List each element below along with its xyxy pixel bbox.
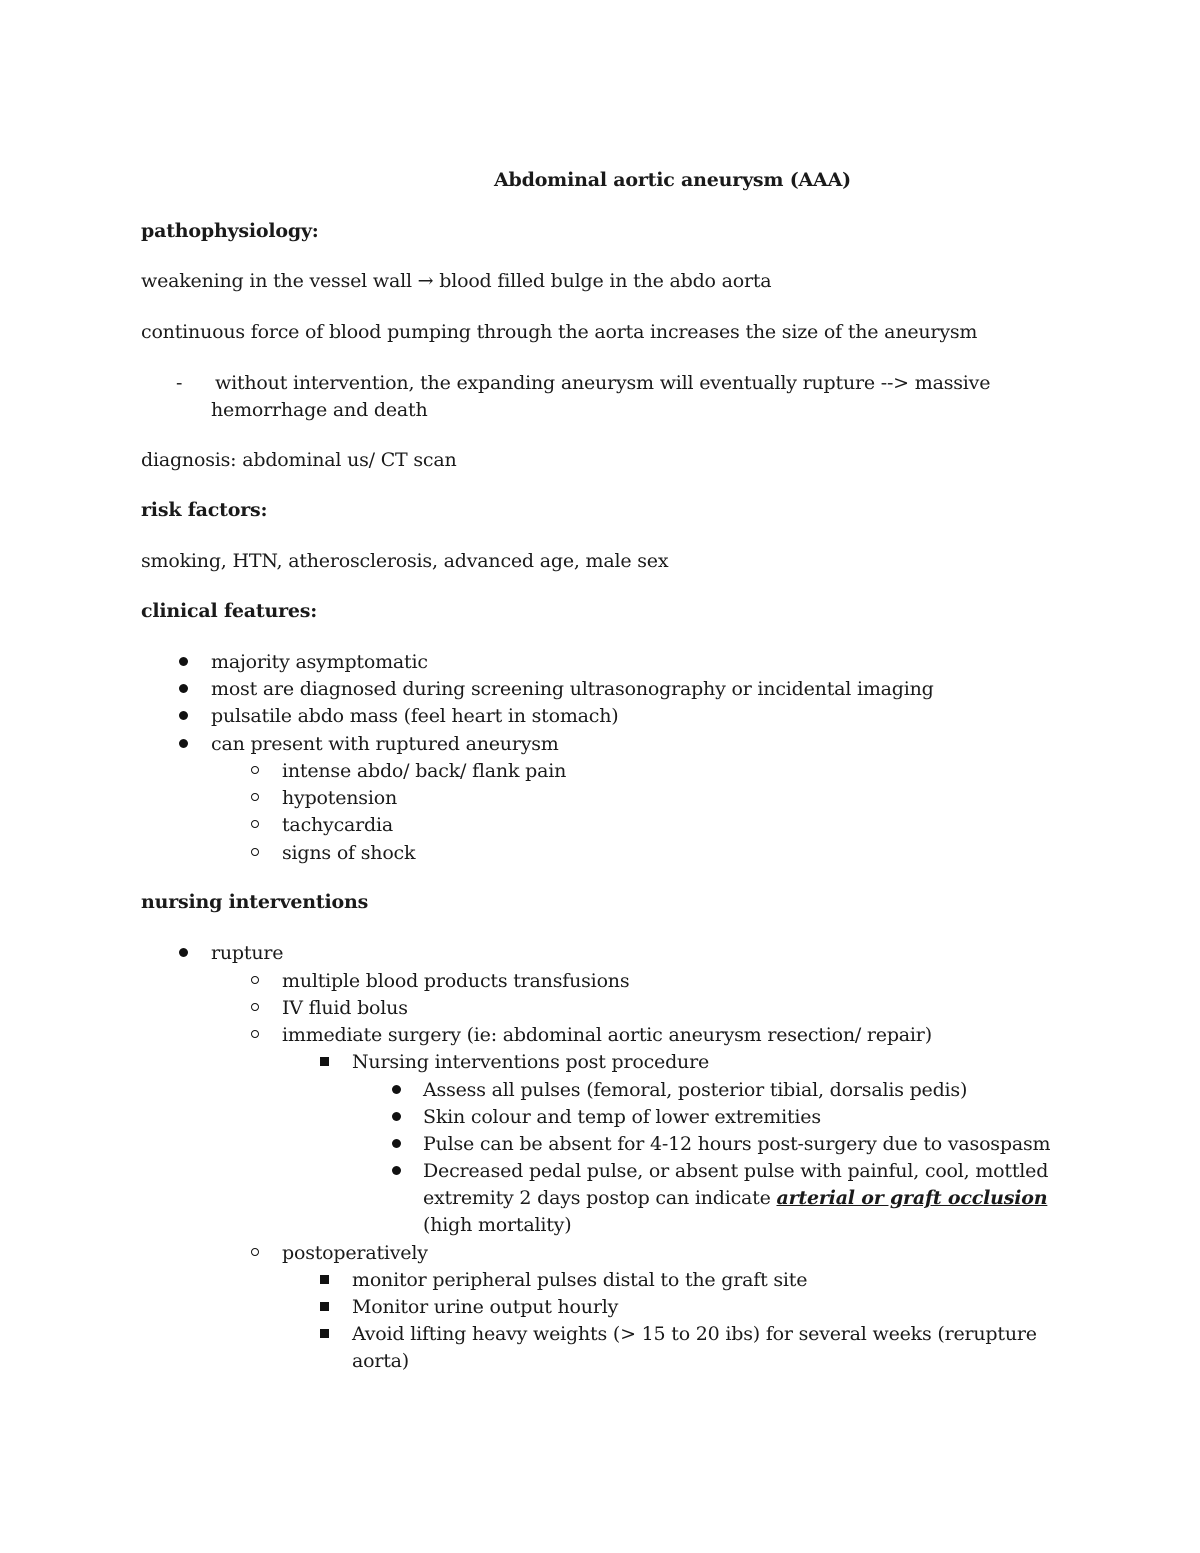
occlusion-prefix: extremity 2 days postop can indicate: [423, 1187, 777, 1209]
circle-bullet-icon: [251, 1030, 259, 1038]
pathophysiology-line-2: continuous force of blood pumping through the aorta increases the size of the aneurysm: [141, 321, 978, 343]
list-item: rupture: [211, 942, 284, 964]
list-item: Assess all pulses (femoral, posterior tibial, dorsalis pedis): [423, 1079, 968, 1101]
dash-item-line-1: without intervention, the expanding aneurysm will eventually rupture --> massive: [215, 372, 991, 394]
circle-bullet-icon: [251, 1248, 259, 1256]
list-item: signs of shock: [282, 842, 416, 864]
circle-bullet-icon: [251, 793, 259, 801]
list-item: Skin colour and temp of lower extremities: [423, 1106, 821, 1128]
nursing-interventions-heading: nursing interventions: [141, 891, 369, 913]
list-item: hypotension: [282, 787, 397, 809]
list-item: Pulse can be absent for 4-12 hours post-surgery due to vasospasm: [423, 1133, 1051, 1155]
page-title: Abdominal aortic aneurysm (AAA): [494, 169, 851, 191]
list-item: majority asymptomatic: [211, 651, 428, 673]
list-item: Decreased pedal pulse, or absent pulse with painful, cool, mottled: [423, 1160, 1049, 1182]
list-item: pulsatile abdo mass (feel heart in stomach): [211, 705, 619, 727]
list-item: tachycardia: [282, 814, 393, 836]
occlusion-emphasis: arterial or graft occlusion: [776, 1187, 1048, 1209]
list-item: most are diagnosed during screening ultrasonography or incidental imaging: [211, 678, 934, 700]
bullet-icon: [392, 1085, 401, 1094]
list-item: can present with ruptured aneurysm: [211, 733, 559, 755]
circle-bullet-icon: [251, 1003, 259, 1011]
list-item-continuation: aorta): [352, 1350, 410, 1372]
bullet-icon: [179, 684, 188, 693]
dash-item-line-2: hemorrhage and death: [211, 399, 428, 421]
list-item: Monitor urine output hourly: [352, 1296, 619, 1318]
list-item-continuation: (high mortality): [423, 1214, 572, 1236]
list-item: Avoid lifting heavy weights (> 15 to 20 ibs) for several weeks (rerupture: [352, 1323, 1037, 1345]
risk-factors-heading: risk factors:: [141, 499, 268, 521]
list-item: monitor peripheral pulses distal to the graft site: [352, 1269, 808, 1291]
list-item: postoperatively: [282, 1242, 428, 1264]
square-bullet-icon: [320, 1275, 329, 1284]
pathophysiology-line-1: weakening in the vessel wall → blood filled bulge in the abdo aorta: [141, 270, 772, 292]
list-item: multiple blood products transfusions: [282, 970, 630, 992]
circle-bullet-icon: [251, 766, 259, 774]
circle-bullet-icon: [251, 976, 259, 984]
list-item: Nursing interventions post procedure: [352, 1051, 710, 1073]
square-bullet-icon: [320, 1302, 329, 1311]
circle-bullet-icon: [251, 820, 259, 828]
bullet-icon: [392, 1112, 401, 1121]
bullet-icon: [179, 948, 188, 957]
bullet-icon: [392, 1139, 401, 1148]
square-bullet-icon: [320, 1057, 329, 1066]
bullet-icon: [392, 1166, 401, 1175]
bullet-icon: [179, 711, 188, 720]
risk-factors-text: smoking, HTN, atherosclerosis, advanced age, male sex: [141, 550, 669, 572]
bullet-icon: [179, 657, 188, 666]
dash-marker: -: [176, 372, 183, 394]
list-item: IV fluid bolus: [282, 997, 408, 1019]
diagnosis-line: diagnosis: abdominal us/ CT scan: [141, 449, 457, 471]
list-item-continuation: [423, 1185, 1047, 1212]
bullet-icon: [179, 739, 188, 748]
list-item: intense abdo/ back/ flank pain: [282, 760, 567, 782]
clinical-features-heading: clinical features:: [141, 600, 318, 622]
list-item: immediate surgery (ie: abdominal aortic aneurysm resection/ repair): [282, 1024, 932, 1046]
square-bullet-icon: [320, 1329, 329, 1338]
circle-bullet-icon: [251, 848, 259, 856]
pathophysiology-heading: pathophysiology:: [141, 220, 319, 242]
